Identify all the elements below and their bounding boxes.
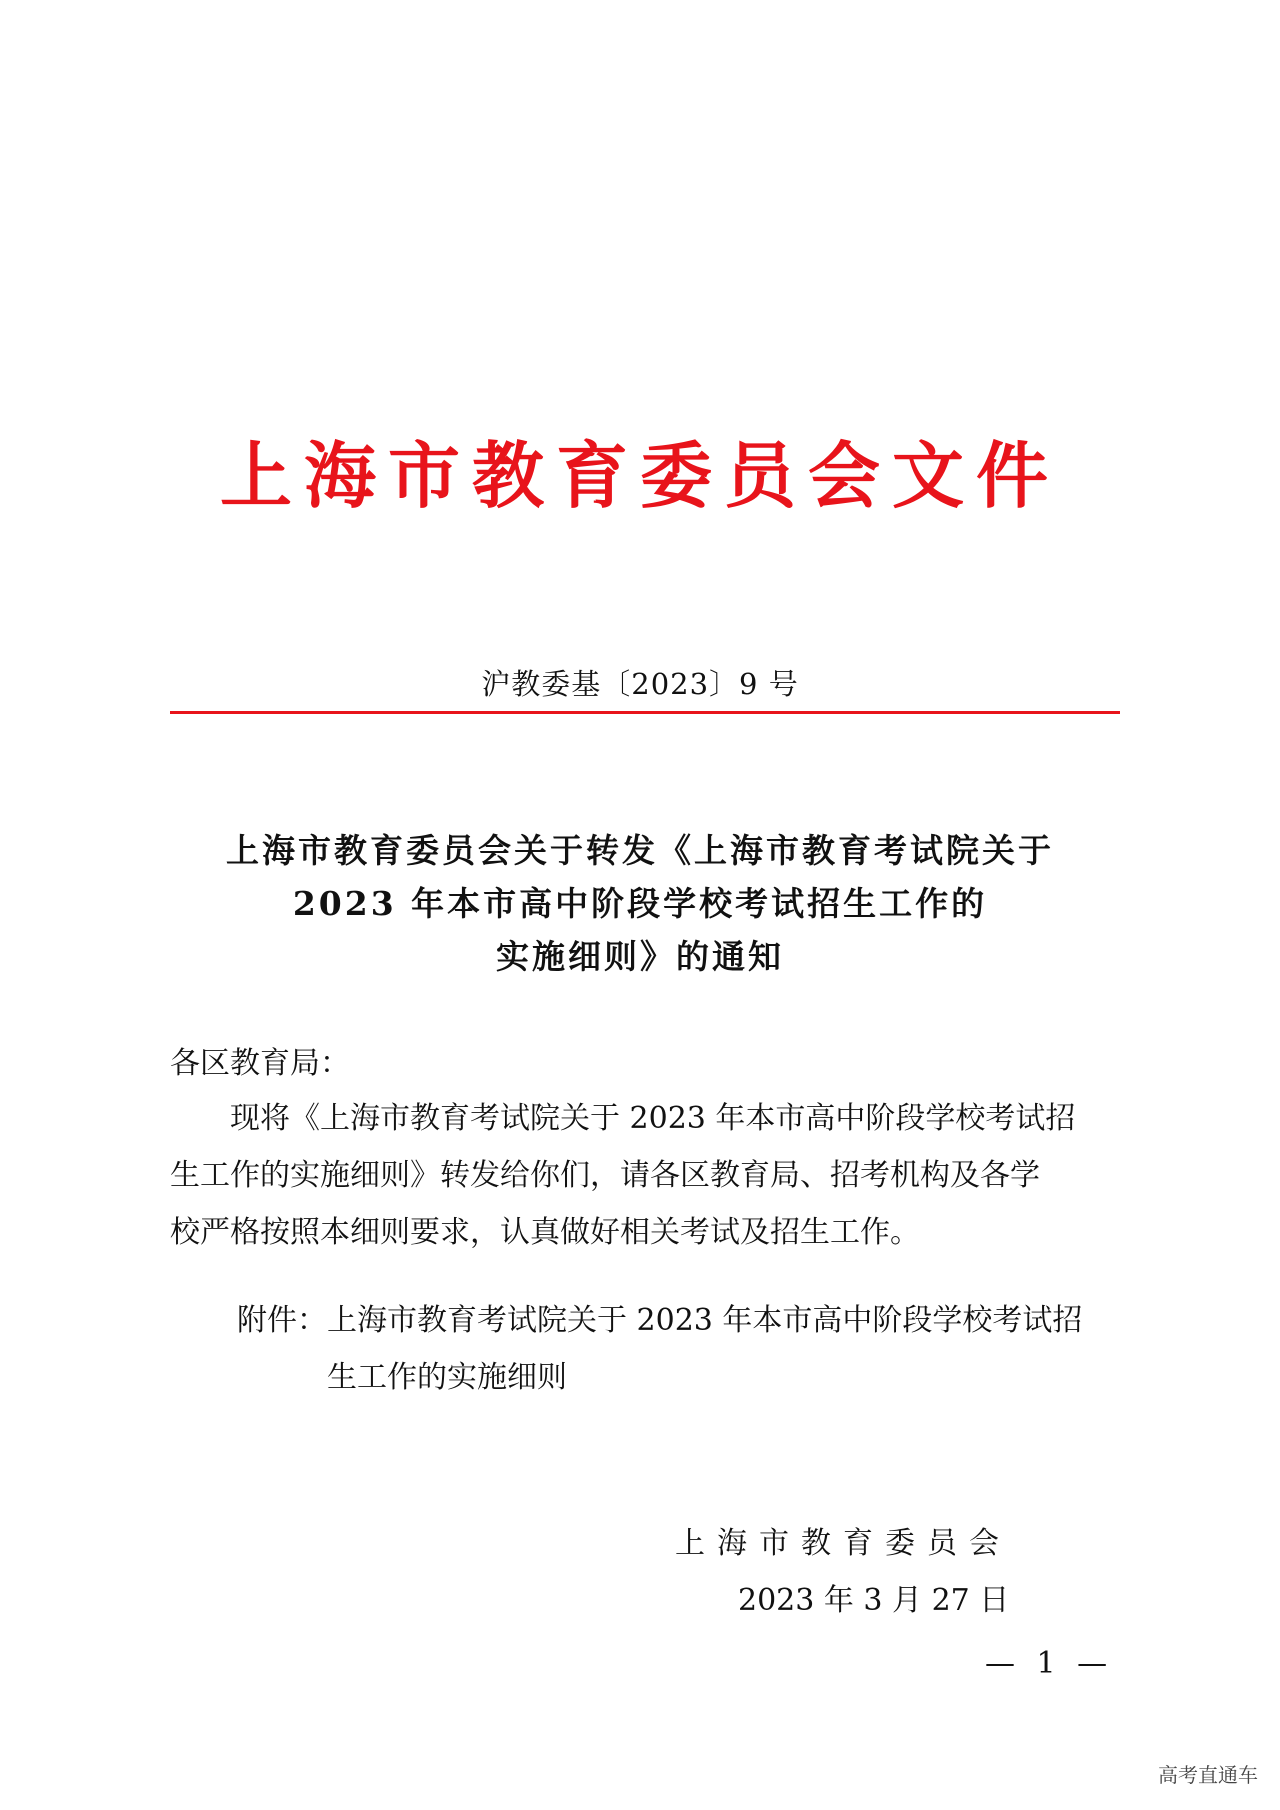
signature-date: 2023 年 3 月 27 日 xyxy=(738,1583,1010,1618)
title-line-2: 2023 年本市高中阶段学校考试招生工作的 xyxy=(292,884,988,923)
title-line-3: 实施细则》的通知 xyxy=(496,937,784,976)
body-line-1: 现将《上海市教育考试院关于 2023 年本市高中阶段学校考试招 xyxy=(170,1101,1076,1136)
body-paragraph xyxy=(170,1090,1125,1261)
body-line-2: 生工作的实施细则》转发给你们，请各区教育局、招考机构及各学 xyxy=(170,1158,1040,1193)
title-line-1: 上海市教育委员会关于转发《上海市教育考试院关于 xyxy=(226,831,1054,870)
notice-title xyxy=(150,824,1130,983)
issuer-header: 上海市教育委员会文件 xyxy=(219,433,1060,518)
signature-organization: 上海市教育委员会 xyxy=(675,1526,1011,1561)
salutation: 各区教育局： xyxy=(170,1046,350,1081)
page-number: — 1 — xyxy=(985,1646,1114,1681)
attachment-note xyxy=(237,1292,1082,1406)
attachment-line-1: 附件：上海市教育考试院关于 2023 年本市高中阶段学校考试招 xyxy=(237,1303,1083,1338)
watermark-text: 高考直通车 xyxy=(1158,1763,1258,1787)
attachment-line-2: 生工作的实施细则 xyxy=(237,1360,567,1395)
document-number: 沪教委基〔2023〕9 号 xyxy=(481,667,799,701)
body-line-3: 校严格按照本细则要求，认真做好相关考试及招生工作。 xyxy=(170,1215,920,1250)
red-divider xyxy=(170,711,1120,714)
